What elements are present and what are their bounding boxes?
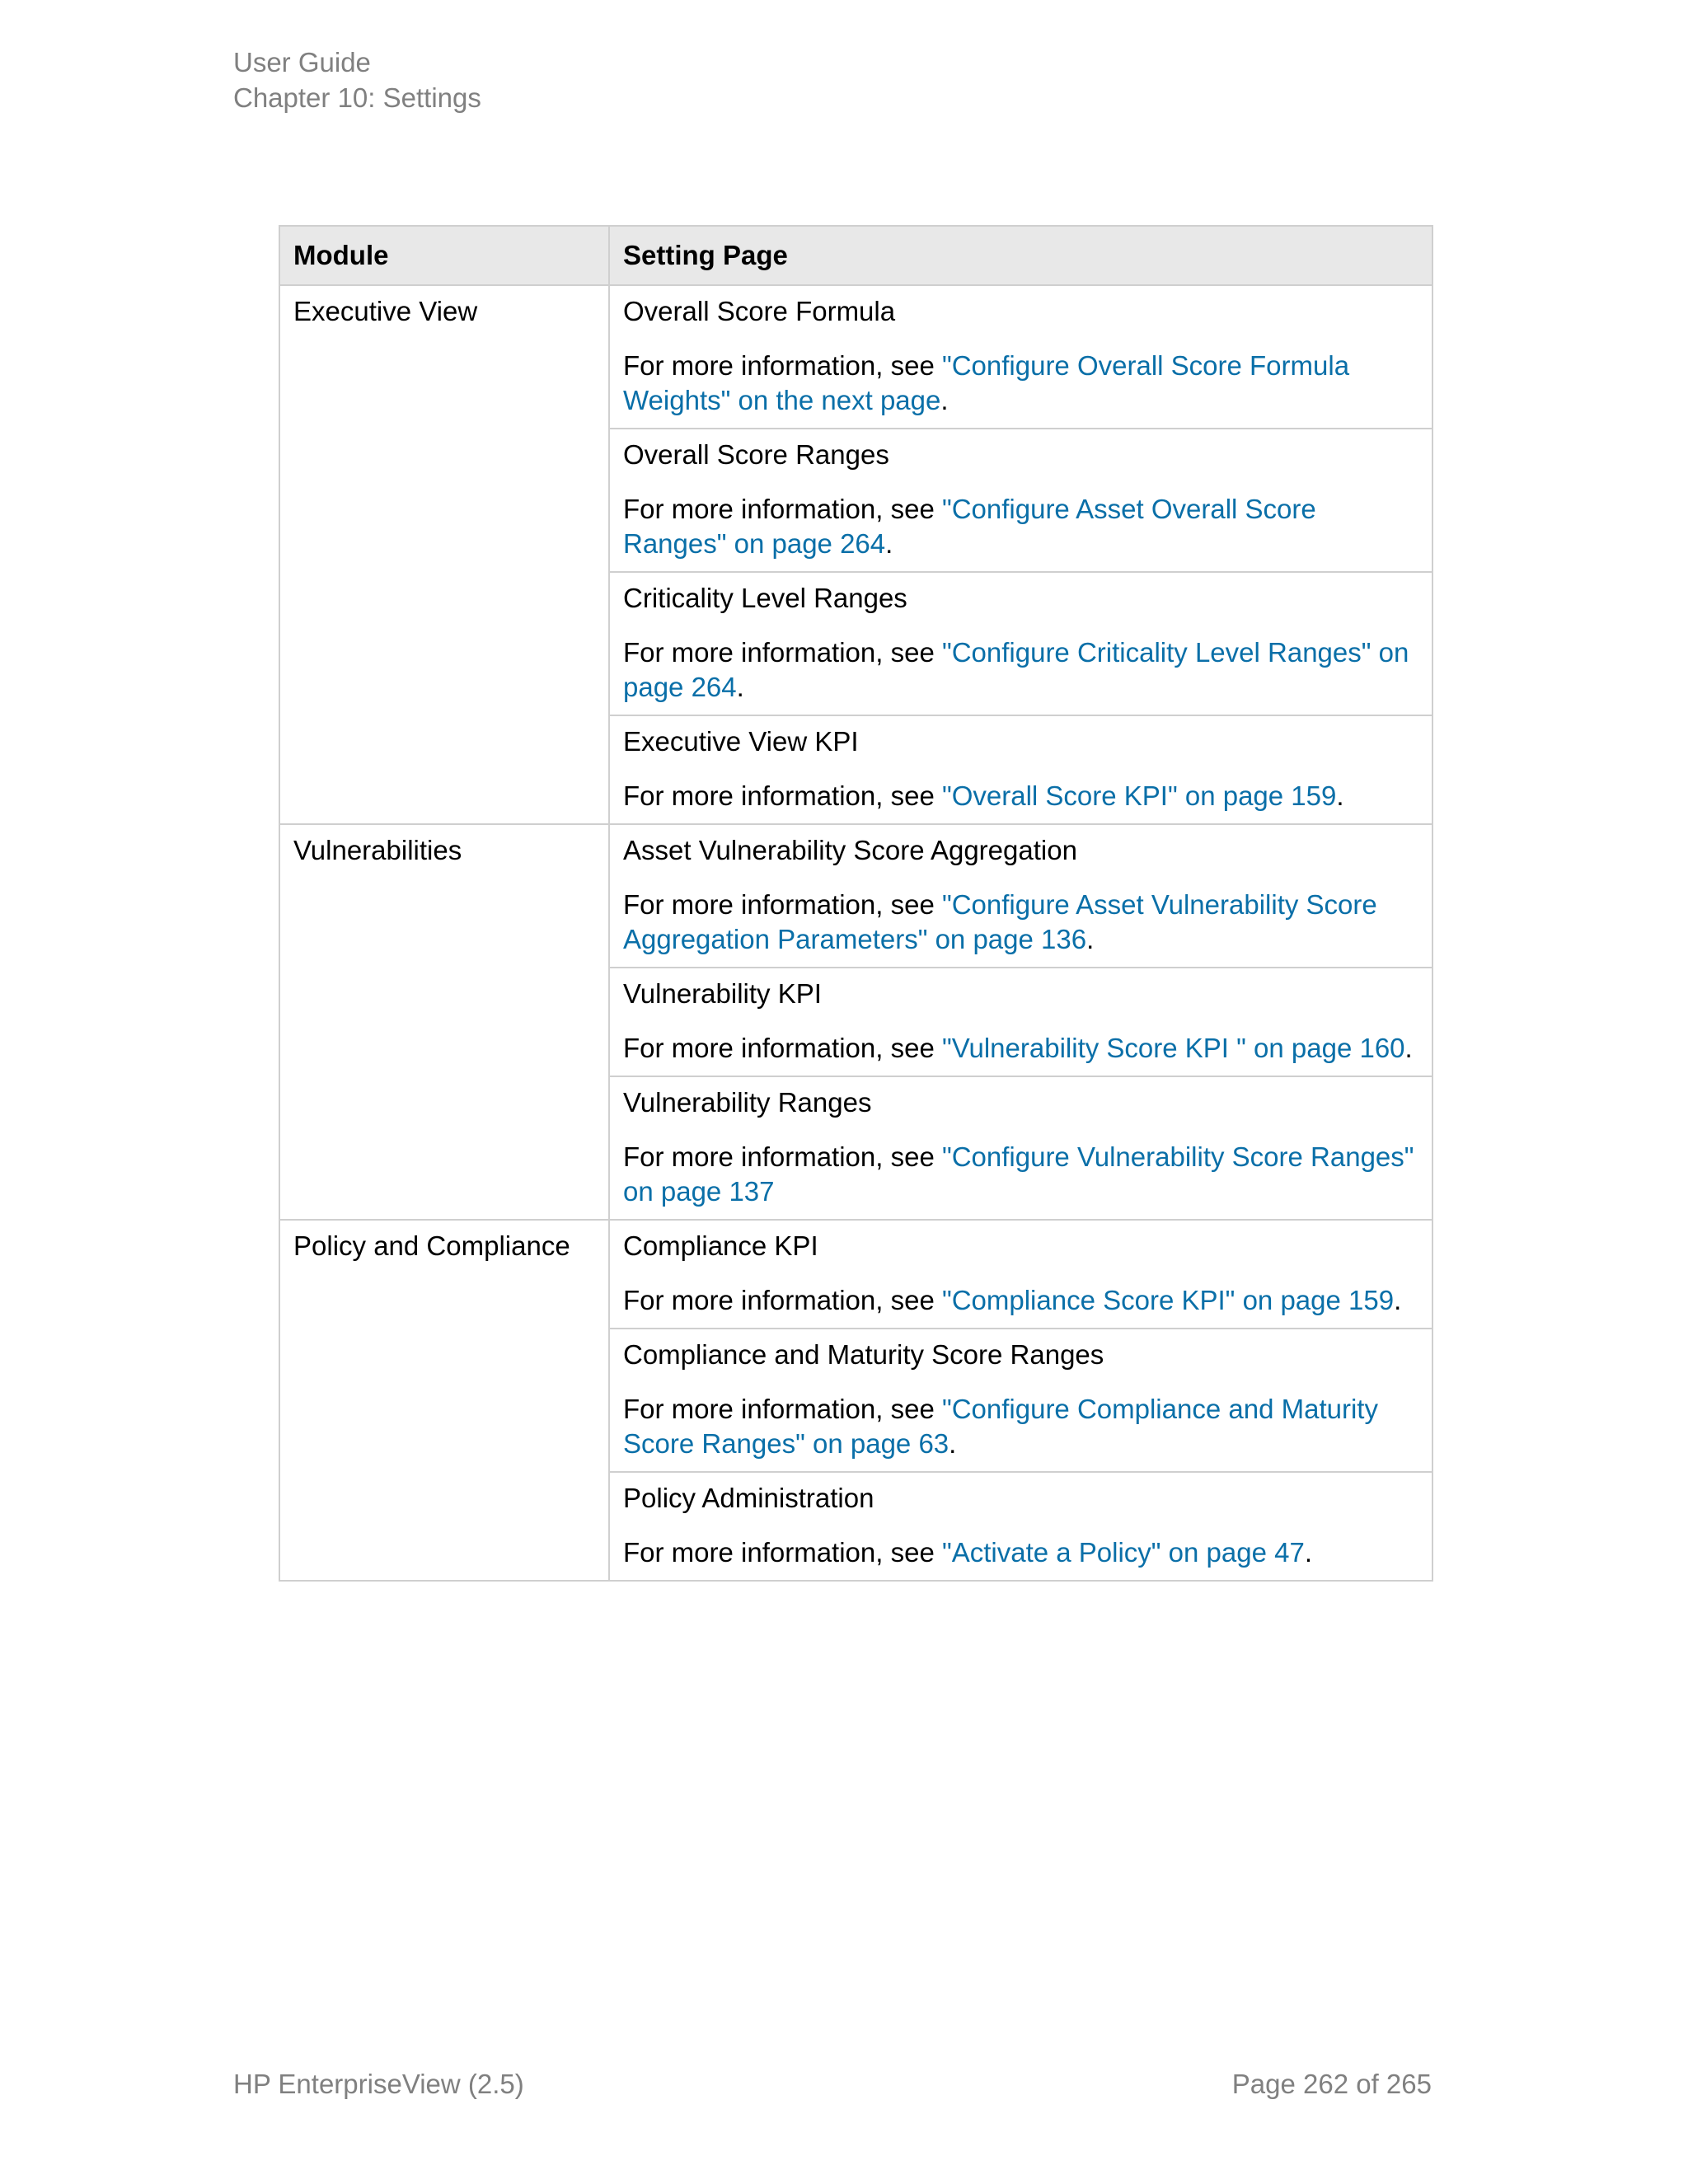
info-prefix: For more information, see [623, 350, 942, 381]
setting-info [623, 1283, 1418, 1318]
info-prefix: For more information, see [623, 1285, 942, 1315]
table-row [279, 824, 1432, 968]
setting-cell [609, 1472, 1432, 1581]
cross-reference-link[interactable]: "Configure Overall Score Formula Weights" on the next page [623, 350, 1350, 415]
setting-info [623, 779, 1418, 813]
setting-name: Asset Vulnerability Score Aggregation [623, 835, 1077, 865]
setting-info [623, 349, 1418, 418]
guide-title: User Guide [233, 47, 371, 77]
setting-info [623, 635, 1418, 705]
info-prefix: For more information, see [623, 889, 942, 920]
cross-reference-link[interactable]: "Overall Score KPI" on page 159 [941, 780, 1337, 811]
setting-info [623, 1031, 1418, 1066]
setting-info [623, 888, 1418, 957]
info-prefix: For more information, see [623, 780, 942, 811]
info-prefix: For more information, see [623, 1394, 942, 1424]
info-suffix: . [1304, 1537, 1313, 1568]
setting-name: Policy Administration [623, 1483, 874, 1513]
table-body [279, 285, 1432, 1581]
setting-name: Vulnerability Ranges [623, 1087, 872, 1118]
info-prefix: For more information, see [623, 1537, 942, 1568]
cross-reference-link[interactable]: "Activate a Policy" on page 47 [941, 1537, 1305, 1568]
info-suffix: . [1336, 780, 1344, 811]
setting-name: Compliance KPI [623, 1230, 818, 1261]
setting-cell [609, 715, 1432, 824]
info-suffix: . [885, 528, 893, 559]
footer-product: HP EnterpriseView (2.5) [233, 2069, 524, 2099]
info-prefix: For more information, see [623, 494, 942, 524]
setting-info [623, 1392, 1418, 1461]
info-prefix: For more information, see [623, 1033, 942, 1063]
setting-info [623, 492, 1418, 561]
footer-page-number: Page 262 of 265 [1231, 2069, 1432, 2099]
cross-reference-link[interactable]: "Configure Asset Overall Score Ranges" on page 264 [623, 494, 1316, 559]
table-row [279, 285, 1432, 429]
setting-name: Compliance and Maturity Score Ranges [623, 1339, 1104, 1370]
module-cell: Executive View [279, 285, 609, 824]
setting-name: Overall Score Formula [623, 296, 896, 326]
table-header-row [279, 226, 1432, 285]
cross-reference-link[interactable]: "Configure Compliance and Maturity Score Ranges" on page 63 [623, 1394, 1378, 1459]
column-header-module: Module [279, 226, 609, 285]
setting-info [623, 1535, 1418, 1570]
setting-cell [609, 429, 1432, 572]
module-cell: Vulnerabilities [279, 824, 609, 1220]
setting-cell [609, 285, 1432, 429]
info-suffix: . [1394, 1285, 1402, 1315]
info-suffix: . [736, 672, 744, 702]
cross-reference-link[interactable]: "Compliance Score KPI" on page 159 [941, 1285, 1395, 1315]
cross-reference-link[interactable]: "Vulnerability Score KPI " on page 160 [941, 1033, 1405, 1063]
running-header [233, 45, 481, 115]
setting-cell [609, 1329, 1432, 1472]
info-suffix: . [1404, 1033, 1413, 1063]
setting-name: Vulnerability KPI [623, 978, 822, 1009]
info-prefix: For more information, see [623, 1141, 942, 1172]
setting-cell [609, 1076, 1432, 1220]
setting-name: Executive View KPI [623, 726, 859, 757]
module-cell: Policy and Compliance [279, 1220, 609, 1581]
settings-table [279, 225, 1433, 1582]
table-row [279, 1220, 1432, 1329]
cross-reference-link[interactable]: "Configure Vulnerability Score Ranges" on page 137 [623, 1141, 1414, 1207]
info-suffix: . [1086, 924, 1095, 954]
setting-cell [609, 968, 1432, 1076]
setting-info [623, 1140, 1418, 1209]
chapter-title: Chapter 10: Settings [233, 82, 481, 113]
setting-name: Criticality Level Ranges [623, 583, 907, 613]
cross-reference-link[interactable]: "Configure Criticality Level Ranges" on page 264 [623, 637, 1409, 702]
info-suffix: . [949, 1428, 957, 1459]
info-suffix: . [940, 385, 949, 415]
setting-cell [609, 1220, 1432, 1329]
setting-name: Overall Score Ranges [623, 439, 889, 470]
setting-cell [609, 824, 1432, 968]
cross-reference-link[interactable]: "Configure Asset Vulnerability Score Aggregation Parameters" on page 136 [623, 889, 1377, 954]
setting-cell [609, 572, 1432, 715]
info-prefix: For more information, see [623, 637, 942, 668]
column-header-setting-page: Setting Page [609, 226, 1432, 285]
